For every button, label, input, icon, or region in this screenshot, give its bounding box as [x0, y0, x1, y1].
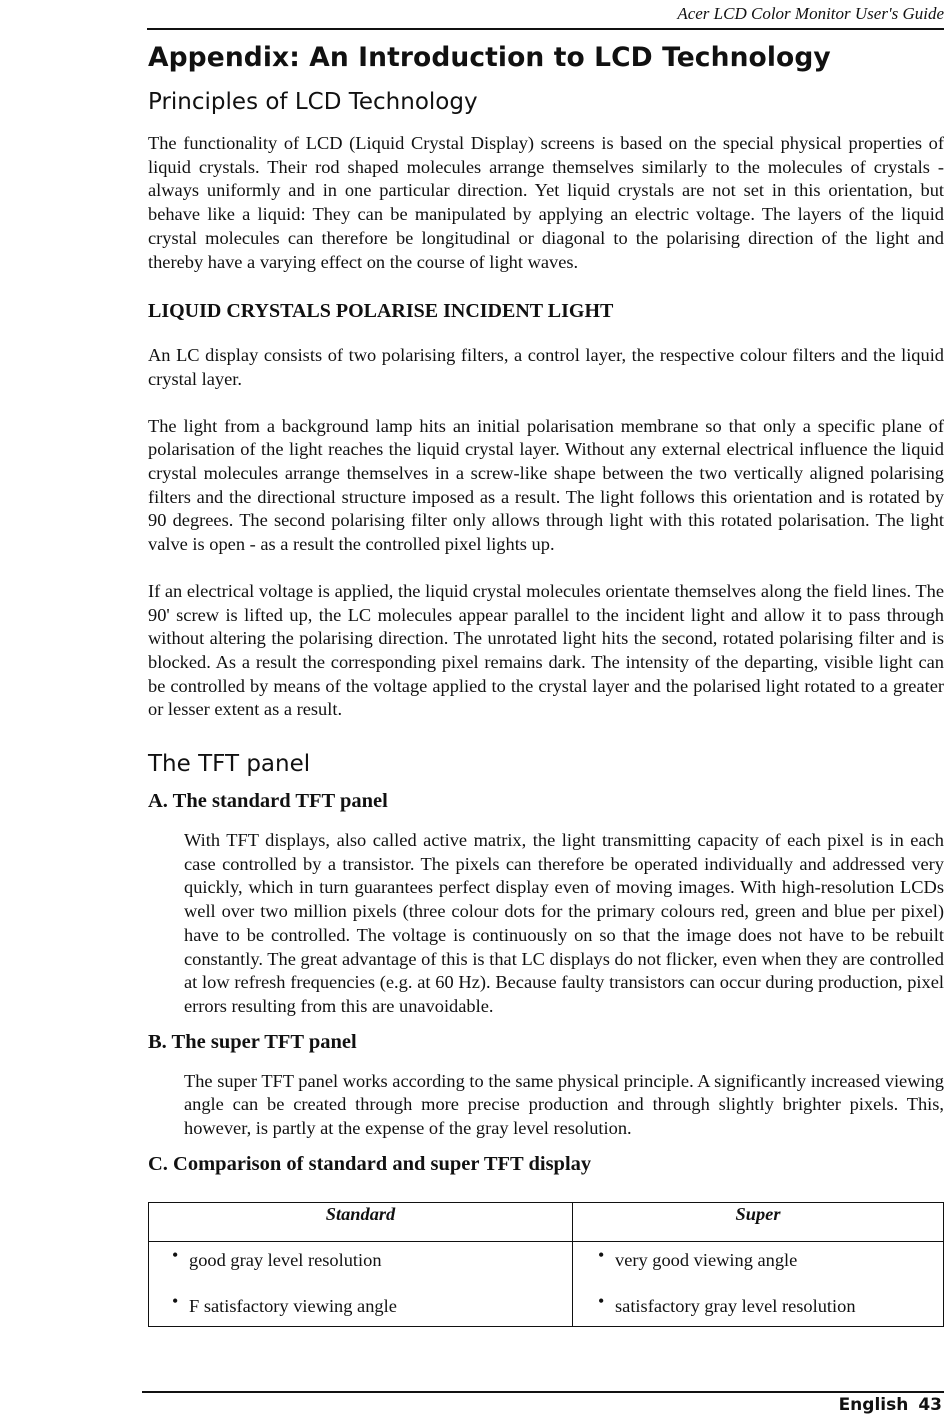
- bullet-icon: •: [172, 1244, 179, 1265]
- table-cell-standard: [149, 1241, 573, 1326]
- intro-paragraph: The functionality of LCD (Liquid Crystal Display) screens is based on the special physical properties of liquid crystals. Their rod shaped molecules arrange themselves similarly to the molecules of crystals - always uniformly and in one particular direction. Yet liquid crystals are not set in this orientation, but behave like a liquid: They can be manipulated by applying an electric voltage. The layers of the liquid crystal molecules can therefore be longitudinal or diagonal to the polarising direction of the light and thereby have a varying effect on the course of light waves.: [148, 133, 944, 272]
- footer-rule: [142, 1391, 944, 1393]
- list-item-text: satisfactory gray level resolution: [615, 1295, 856, 1316]
- section-heading-tft: The TFT panel: [148, 751, 311, 778]
- page-footer: [839, 1395, 942, 1415]
- list-item: [172, 1290, 572, 1318]
- list-item: [172, 1244, 572, 1272]
- list-item-text: very good viewing angle: [615, 1249, 798, 1270]
- bullet-icon: •: [598, 1244, 605, 1265]
- subheading-liquid-crystals: LIQUID CRYSTALS POLARISE INCIDENT LIGHT: [148, 300, 614, 323]
- subheading-standard-tft: A. The standard TFT panel: [148, 790, 388, 813]
- running-header: Acer LCD Color Monitor User's Guide: [147, 2, 944, 30]
- voltage-paragraph: If an electrical voltage is applied, the liquid crystal molecules orientate themselves along the field lines. The 90' screw is lifted up, the LC molecules appear parallel to the incident light and allow it to pass through without altering the polarising direction. The unrotated light hits the second, rotated polarising filter and is blocked. As a result the corresponding pixel remains dark. The intensity of the departing, visible light can be controlled by means of the voltage applied to the crystal layer and the polarised light rotated to a greater or lesser extent as a result.: [148, 580, 944, 720]
- list-item-text: good gray level resolution: [189, 1249, 382, 1270]
- bullet-icon: •: [172, 1290, 179, 1311]
- background-lamp-paragraph: The light from a background lamp hits an initial polarisation membrane so that only a specific plane of polarisation of the light reaches the liquid crystal layer. Without any external electrical influence the liquid crystal molecules arrange themselves in a screw-like shape between the two vertically aligned polarising filters and the directional structure imposed as a result. The light follows this orientation and is rotated by 90 degrees. The second polarising filter only allows through light with this rotated polarisation. The light valve is open - as a result the controlled pixel lights up.: [148, 415, 944, 555]
- subheading-comparison: C. Comparison of standard and super TFT display: [148, 1152, 592, 1175]
- section-heading-principles: Principles of LCD Technology: [148, 89, 478, 115]
- page-title: Appendix: An Introduction to LCD Technology: [148, 42, 831, 73]
- list-item: [598, 1244, 943, 1272]
- page-content: [148, 38, 944, 1327]
- bullet-icon: •: [598, 1290, 605, 1311]
- table-header-row: [149, 1202, 944, 1241]
- super-tft-block: [148, 1070, 944, 1141]
- comparison-table: [148, 1202, 944, 1327]
- table-row: [149, 1241, 944, 1326]
- standard-tft-block: [148, 829, 944, 1019]
- table-cell-super: [573, 1241, 944, 1326]
- table-header-standard: Standard: [149, 1202, 573, 1241]
- standard-tft-paragraph: With TFT displays, also called active matrix, the light transmitting capacity of each pixel is in each case controlled by a transistor. The pixels can therefore be operated individually and addressed very quickly, which in turn guarantees perfect display even of moving images. With high-resolution LCDs well over two million pixels (three colour dots for the primary colours red, green and blue per pixel) have to be controlled. The voltage is continuously on so that the image does not have to be rebuilt constantly. The great advantage of this is that LC displays do not flicker, even when they are controlled at low refresh frequencies (e.g. at 60 Hz). Because faulty transistors can occur during production, pixel errors resulting from this are unavoidable.: [184, 830, 944, 1016]
- page-number: 43: [918, 1395, 942, 1415]
- table-header-super: Super: [573, 1202, 944, 1241]
- list-item-text: F satisfactory viewing angle: [189, 1295, 397, 1316]
- footer-language: English: [838, 1395, 909, 1415]
- super-tft-paragraph: The super TFT panel works according to the same physical principle. A significantly increased viewing angle can be created through more precise production and through slightly brighter pixels. This, however, is partly at the expense of the gray level resolution.: [184, 1070, 944, 1139]
- list-item: [598, 1290, 943, 1318]
- lc-display-paragraph: An LC display consists of two polarising filters, a control layer, the respective colour filters and the liquid crystal layer.: [148, 345, 944, 389]
- subheading-super-tft: B. The super TFT panel: [148, 1030, 357, 1053]
